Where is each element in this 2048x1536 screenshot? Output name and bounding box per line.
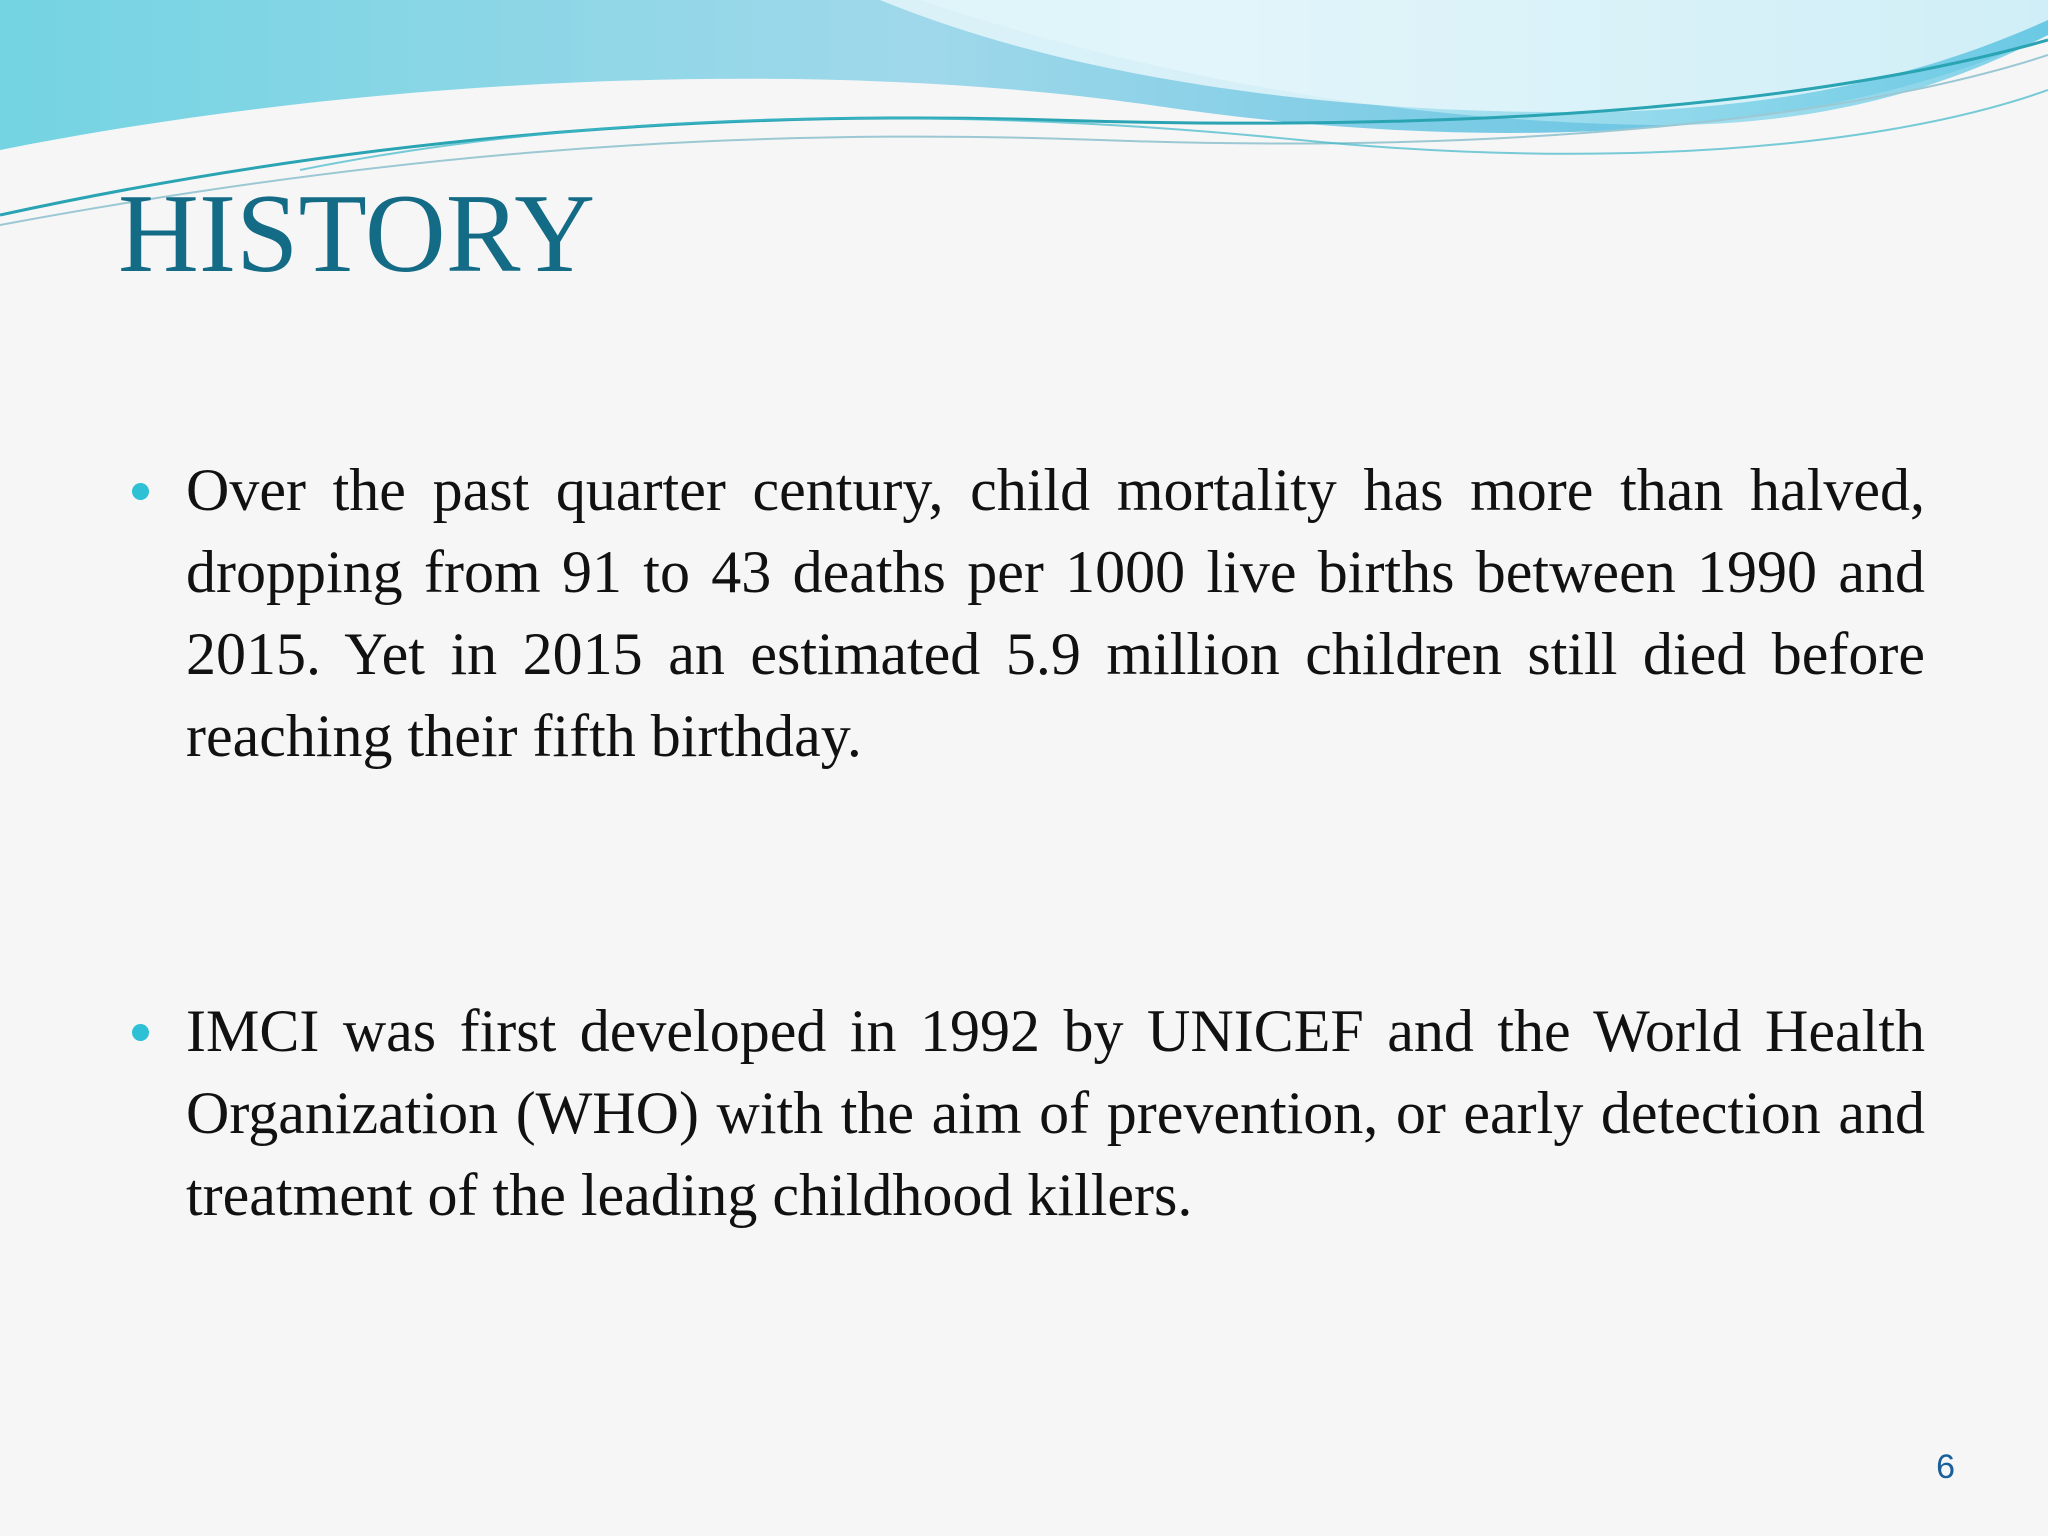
bullet-text: Over the past quarter century, child mortality has more than halved, dropping from 91 to 43 deaths per 1000 live births between 1990 and 2015. Yet in 2015 an estimated 5.9 million children still died before reaching their fifth birthday. [186,457,1925,769]
bullet-dot-icon [132,1024,149,1041]
page-number: 6 [1936,1448,1955,1486]
slide-title: HISTORY [118,172,596,296]
bullet-list-top [130,449,1925,777]
bullet-list-bottom [130,990,1925,1236]
bullet-text: IMCI was first developed in 1992 by UNICEF and the World Health Organization (WHO) with the aim of prevention, or early detection and treatment of the leading childhood killers. [186,998,1925,1228]
bullet-item-imci [130,990,1925,1236]
bullet-dot-icon [132,483,149,500]
bullet-item-child-mortality [130,449,1925,777]
